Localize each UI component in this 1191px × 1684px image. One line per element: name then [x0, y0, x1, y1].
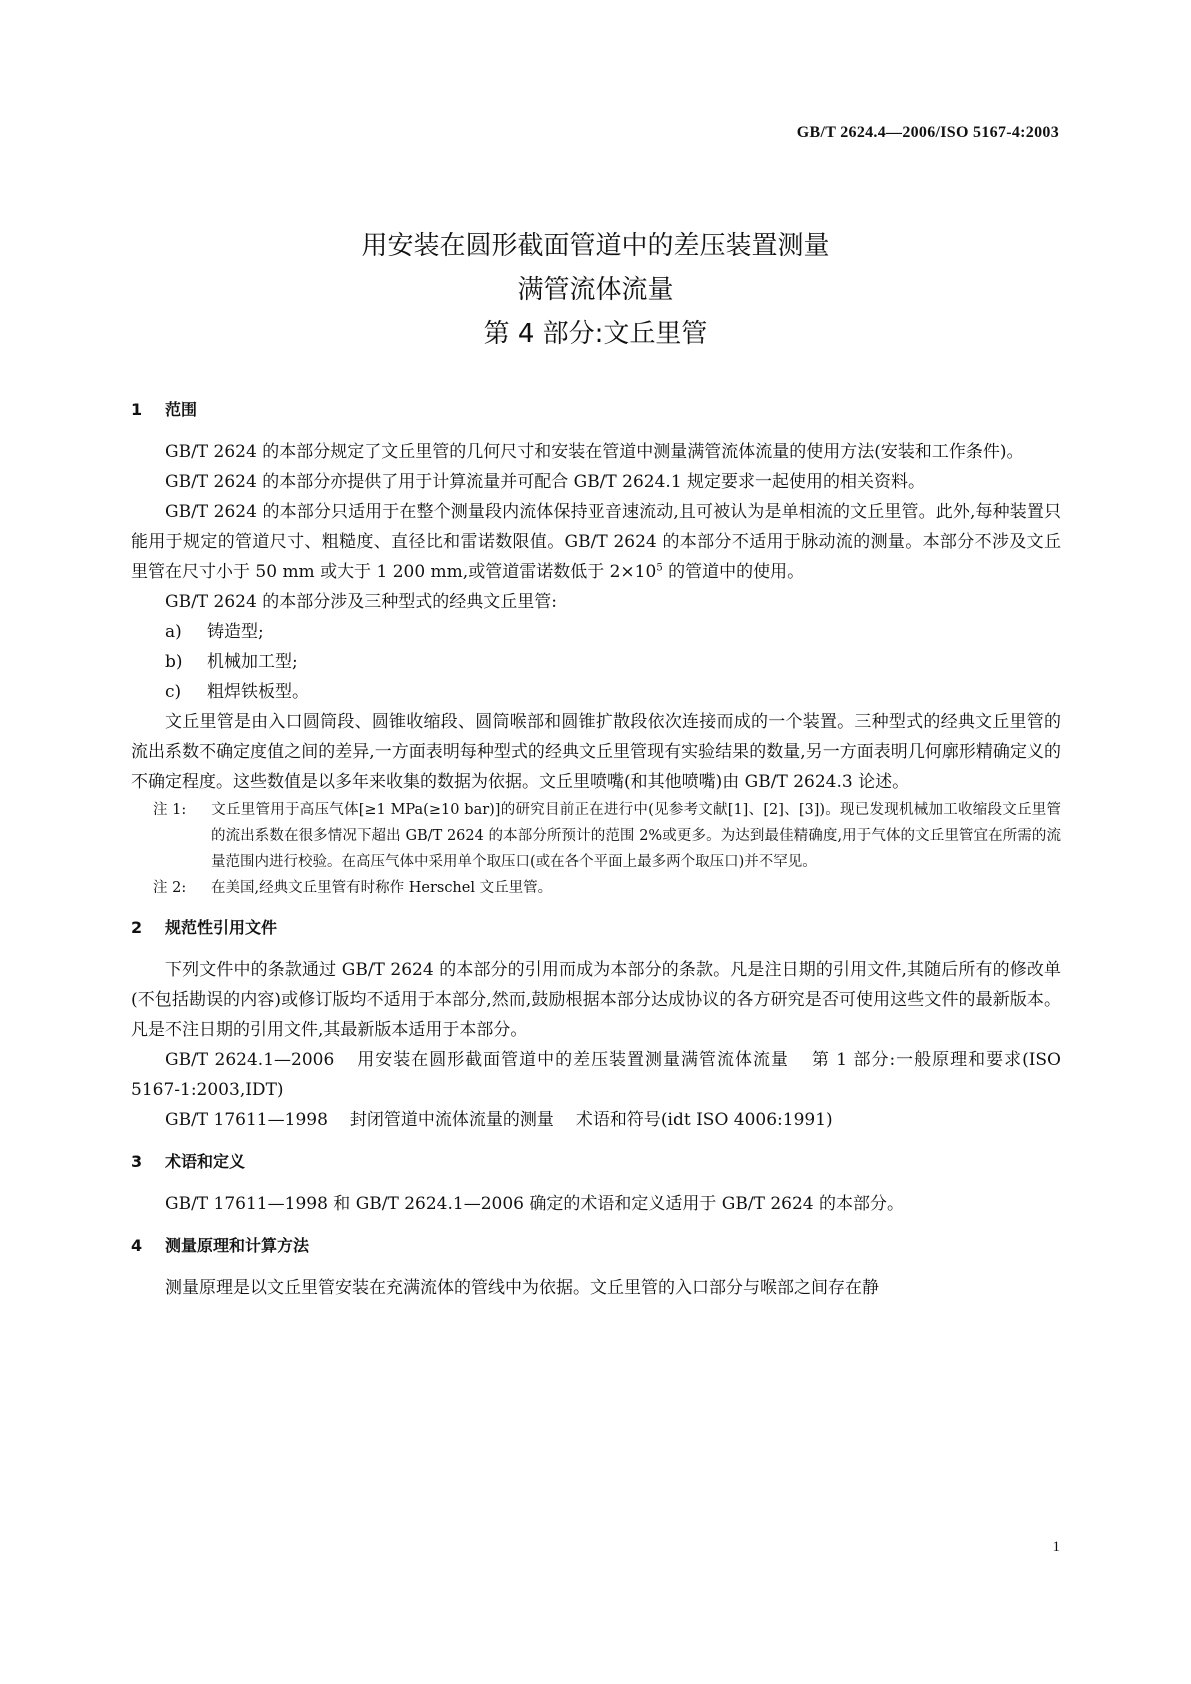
page-number: 1 [1052, 1539, 1060, 1555]
section-title: 规范性引用文件 [165, 918, 278, 937]
section-3-heading [131, 1147, 1061, 1177]
list-marker: c) [165, 682, 182, 702]
document-body [131, 395, 1061, 1303]
section-3-paragraph-1: GB/T 17611—1998 和 GB/T 2624.1—2006 确定的术语和定义适用于 GB/T 2624 的本部分。 [165, 1194, 905, 1214]
paragraph-text: GB/T 2624 的本部分只适用于在整个测量段内流体保持亚音速流动,且可被认为是单相流的文丘里管。此外,每种装置只能用于规定的管道尺寸、粗糙度、直径比和雷诺数限值。GB/T 2624 的本部分不适用于脉动流的测量。本部分不涉及文丘里管在尺寸小于 50 mm 或大于 1 200 mm,或管道雷诺数低于 2×10 [131, 502, 1061, 582]
reference-code: GB/T 2624.1—2006 [165, 1050, 335, 1070]
list-item-text: 粗焊铁板型。 [207, 682, 309, 702]
reference-title: 用安装在圆形截面管道中的差压装置测量满管流体流量 [356, 1050, 789, 1070]
document-code: GB/T 2624.4—2006/ISO 5167-4:2003 [796, 124, 1059, 141]
list-item [131, 647, 1061, 677]
document-title [0, 224, 1191, 356]
list-marker: b) [165, 652, 183, 672]
note-1 [131, 797, 1061, 875]
note-text: 在美国,经典文丘里管有时称作 Herschel 文丘里管。 [211, 880, 553, 896]
list-marker: a) [165, 622, 182, 642]
list-item-text: 铸造型; [207, 622, 264, 642]
section-number: 3 [131, 1152, 143, 1171]
section-4-heading [131, 1231, 1061, 1261]
section-number: 2 [131, 918, 143, 937]
section-number: 4 [131, 1236, 143, 1255]
section-1-paragraph-2: GB/T 2624 的本部分亦提供了用于计算流量并可配合 GB/T 2624.1 规定要求一起使用的相关资料。 [165, 472, 926, 492]
note-label: 注 1: [153, 802, 187, 818]
title-line-1: 用安装在圆形截面管道中的差压装置测量 [361, 231, 830, 261]
section-1-paragraph-4: GB/T 2624 的本部分涉及三种型式的经典文丘里管: [165, 592, 557, 612]
title-line-3: 第 4 部分:文丘里管 [483, 319, 708, 349]
reference-title: 封闭管道中流体流量的测量 [349, 1110, 554, 1130]
note-2 [131, 875, 1061, 901]
list-item [131, 617, 1061, 647]
superscript-exponent: 5 [656, 562, 663, 574]
title-line-2: 满管流体流量 [517, 275, 674, 305]
section-2-heading [131, 913, 1061, 943]
normative-reference-2 [131, 1105, 1061, 1135]
list-item [131, 677, 1061, 707]
reference-part: 术语和符号(idt ISO 4006:1991) [575, 1110, 833, 1130]
reference-code: GB/T 17611—1998 [165, 1110, 328, 1130]
note-text: 文丘里管用于高压气体[≥1 MPa(≥10 bar)]的研究目前正在进行中(见参考文献[1]、[2]、[3])。现已发现机械加工收缩段文丘里管的流出系数在很多情况下超出 GB/T 2624 的本部分所预计的范围 2%或更多。为达到最佳精确度,用于气体的文丘里管宜在所需的流量范围内进行校验。在高压气体中采用单个取压口(或在各个平面上最多两个取压口)并不罕见。 [211, 802, 1061, 870]
section-title: 术语和定义 [165, 1152, 246, 1171]
section-1-paragraph-1: GB/T 2624 的本部分规定了文丘里管的几何尺寸和安装在管道中测量满管流体流量的使用方法(安装和工作条件)。 [165, 442, 1024, 462]
section-1-heading [131, 395, 1061, 425]
section-title: 范围 [165, 400, 198, 419]
section-4-paragraph-1: 测量原理是以文丘里管安装在充满流体的管线中为依据。文丘里管的入口部分与喉部之间存在静 [165, 1278, 879, 1298]
section-2-paragraph-1: 下列文件中的条款通过 GB/T 2624 的本部分的引用而成为本部分的条款。凡是注日期的引用文件,其随后所有的修改单(不包括勘误的内容)或修订版均不适用于本部分,然而,鼓励根据本部分达成协议的各方研究是否可使用这些文件的最新版本。凡是不注日期的引用文件,其最新版本适用于本部分。 [131, 960, 1061, 1040]
list-item-text: 机械加工型; [207, 652, 298, 672]
paragraph-text: 的管道中的使用。 [662, 562, 805, 582]
section-1-paragraph-3 [131, 497, 1061, 587]
normative-reference-1 [131, 1045, 1061, 1105]
section-title: 测量原理和计算方法 [165, 1236, 310, 1255]
section-number: 1 [131, 400, 143, 419]
section-1-paragraph-5: 文丘里管是由入口圆筒段、圆锥收缩段、圆筒喉部和圆锥扩散段依次连接而成的一个装置。三种型式的经典文丘里管的流出系数不确定度值之间的差异,一方面表明每种型式的经典文丘里管现有实验结果的数量,另一方面表明几何廓形精确定义的不确定程度。这些数值是以多年来收集的数据为依据。文丘里喷嘴(和其他喷嘴)由 GB/T 2624.3 论述。 [131, 712, 1061, 792]
note-label: 注 2: [153, 880, 187, 896]
reference-part: 第 1 部分:一般原理和要求(ISO 5167-1:2003,IDT) [131, 1050, 1061, 1100]
